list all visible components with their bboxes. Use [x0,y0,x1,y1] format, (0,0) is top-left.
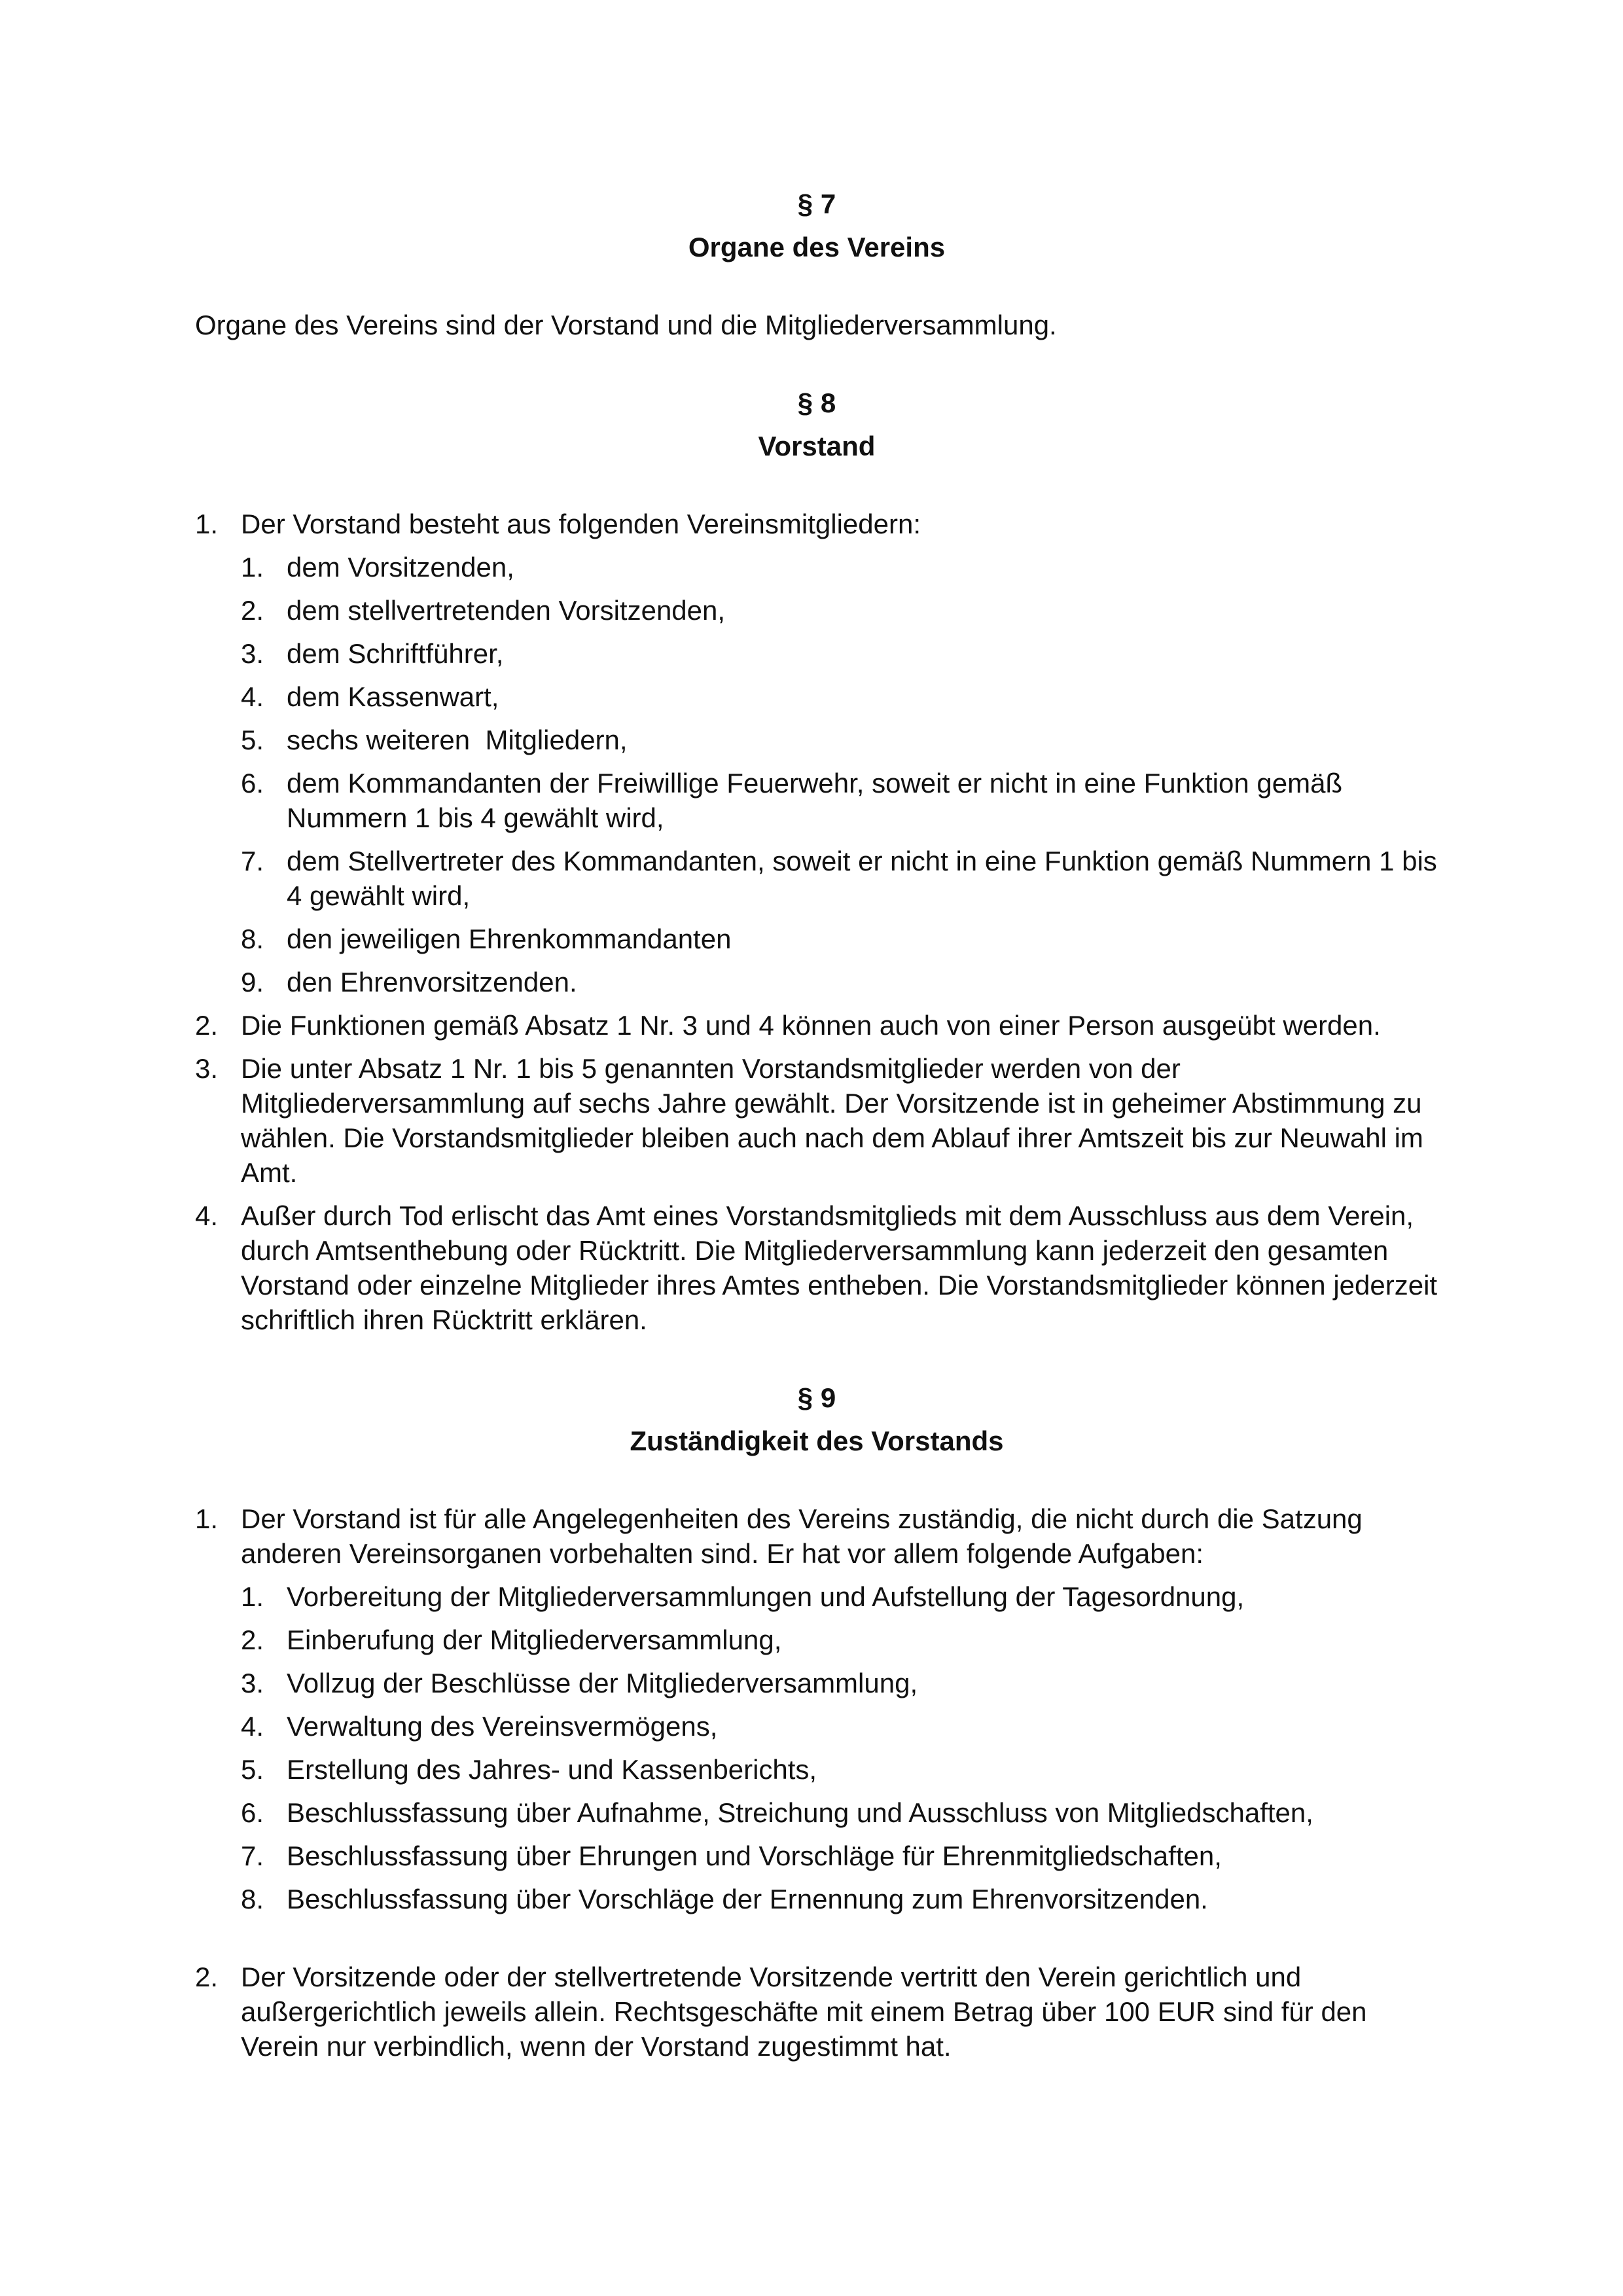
item-text: dem Kassenwart, [287,681,499,712]
section-8-title: Vorstand [758,431,876,461]
section-9-heading [195,1380,1438,1458]
item-text: Erstellung des Jahres- und Kassenberichts, [287,1754,817,1785]
section-7-number: § 7 [797,188,836,219]
item-text: Der Vorstand besteht aus folgenden Vereinsmitgliedern: [241,509,921,539]
item-text: Vorbereitung der Mitgliederversammlungen und Aufstellung der Tagesordnung, [287,1581,1245,1612]
item-number: 7. [241,1840,264,1871]
list-item [195,1008,1438,1043]
item-text: Die Funktionen gemäß Absatz 1 Nr. 3 und 4 können auch von einer Person ausgeübt werden. [241,1010,1381,1041]
item-number: 9. [241,967,264,997]
section-8-heading [195,386,1438,463]
list-item [241,1839,1438,1873]
item-number: 2. [195,1010,219,1041]
section-7-title: Organe des Vereins [688,232,946,262]
section-9-sublist [241,1579,1438,1916]
list-item [241,965,1438,999]
item-text: Einberufung der Mitgliederversammlung, [287,1624,782,1655]
list-item [195,1051,1438,1190]
item-number: 4. [195,1200,219,1231]
section-9-number: § 9 [797,1382,836,1413]
document-content [195,187,1438,2064]
list-item [195,1198,1438,1337]
item-text: Beschlussfassung über Vorschläge der Ernennung zum Ehrenvorsitzenden. [287,1884,1208,1914]
section-7-heading [195,187,1438,264]
item-number: 1. [195,509,219,539]
item-text: Beschlussfassung über Ehrungen und Vorschläge für Ehrenmitgliedschaften, [287,1840,1222,1871]
item-number: 8. [241,1884,264,1914]
list-item [241,1795,1438,1830]
section-8-list [195,507,1438,1337]
list-item [241,1752,1438,1787]
section-8-number: § 8 [797,387,836,418]
list-item [241,1666,1438,1700]
item-number: 3. [241,638,264,669]
list-item [195,1960,1438,2064]
list-item [241,1579,1438,1614]
item-text: Die unter Absatz 1 Nr. 1 bis 5 genannten Vorstandsmitglieder werden von der Mitgliederversammlung auf sechs Jahre gewählt. Der Vorsitzende ist in geheimer Abstimmung zu wählen. Die Vorstandsmitglieder bleiben auch nach dem Ablauf ihrer Amtszeit bis zur Neuwahl im Amt. [241,1053,1423,1188]
item-number: 4. [241,1711,264,1742]
item-text: dem Vorsitzenden, [287,552,514,583]
item-text: Vollzug der Beschlüsse der Mitgliederversammlung, [287,1668,918,1698]
item-text: Beschlussfassung über Aufnahme, Streichung und Ausschluss von Mitgliedschaften, [287,1797,1313,1828]
list-item [241,636,1438,671]
list-item [241,766,1438,835]
item-number: 6. [241,1797,264,1828]
item-text: dem Stellvertreter des Kommandanten, soweit er nicht in eine Funktion gemäß Nummern 1 bis 4 gewählt wird, [287,846,1437,911]
item-number: 5. [241,1754,264,1785]
list-item [195,1501,1438,1916]
item-number: 5. [241,725,264,755]
item-text: dem Kommandanten der Freiwillige Feuerwehr, soweit er nicht in eine Funktion gemäß Nummern 1 bis 4 gewählt wird, [287,768,1343,833]
item-number: 1. [195,1503,219,1534]
item-text: den Ehrenvorsitzenden. [287,967,577,997]
item-text: Verwaltung des Vereinsvermögens, [287,1711,718,1742]
item-number: 2. [195,1962,219,1992]
item-number: 3. [195,1053,219,1084]
list-item [241,679,1438,714]
item-number: 7. [241,846,264,876]
item-number: 4. [241,681,264,712]
item-number: 1. [241,1581,264,1612]
item-text: den jeweiligen Ehrenkommandanten [287,924,732,954]
section-9-list [195,1501,1438,2064]
list-item [241,1709,1438,1744]
item-text: sechs weiteren Mitgliedern, [287,725,628,755]
list-item [241,550,1438,584]
item-number: 1. [241,552,264,583]
item-number: 2. [241,1624,264,1655]
item-number: 2. [241,595,264,626]
list-item [241,844,1438,913]
item-text: Außer durch Tod erlischt das Amt eines Vorstandsmitglieds mit dem Ausschluss aus dem Verein, durch Amtsenthebung oder Rücktritt. Die Mitgliederversammlung kann jederzeit den gesamten Vorstand oder einzelne Mitglieder ihres Amtes entheben. Die Vorstandsmitglieder können jederzeit schriftlich ihren Rücktritt erklären. [241,1200,1438,1335]
item-number: 6. [241,768,264,798]
section-9-title: Zuständigkeit des Vorstands [630,1426,1004,1456]
section-8-sublist [241,550,1438,999]
list-item [241,1882,1438,1916]
item-number: 3. [241,1668,264,1698]
list-item [241,1623,1438,1657]
list-item [195,507,1438,999]
item-text: dem Schriftführer, [287,638,504,669]
section-7-paragraph: Organe des Vereins sind der Vorstand und die Mitgliederversammlung. [195,310,1057,340]
list-item [241,723,1438,757]
item-text: dem stellvertretenden Vorsitzenden, [287,595,726,626]
item-number: 8. [241,924,264,954]
list-item [241,922,1438,956]
list-item [241,593,1438,628]
item-text: Der Vorsitzende oder der stellvertretende Vorsitzende vertritt den Verein gerichtlich und außergerichtlich jeweils allein. Rechtsgeschäfte mit einem Betrag über 100 EUR sind für den Verein nur verbindlich, wenn der Vorstand zugestimmt hat. [241,1962,1367,2062]
item-text: Der Vorstand ist für alle Angelegenheiten des Vereins zuständig, die nicht durch die Satzung anderen Vereinsorganen vorbehalten sind. Er hat vor allem folgende Aufgaben: [241,1503,1363,1569]
